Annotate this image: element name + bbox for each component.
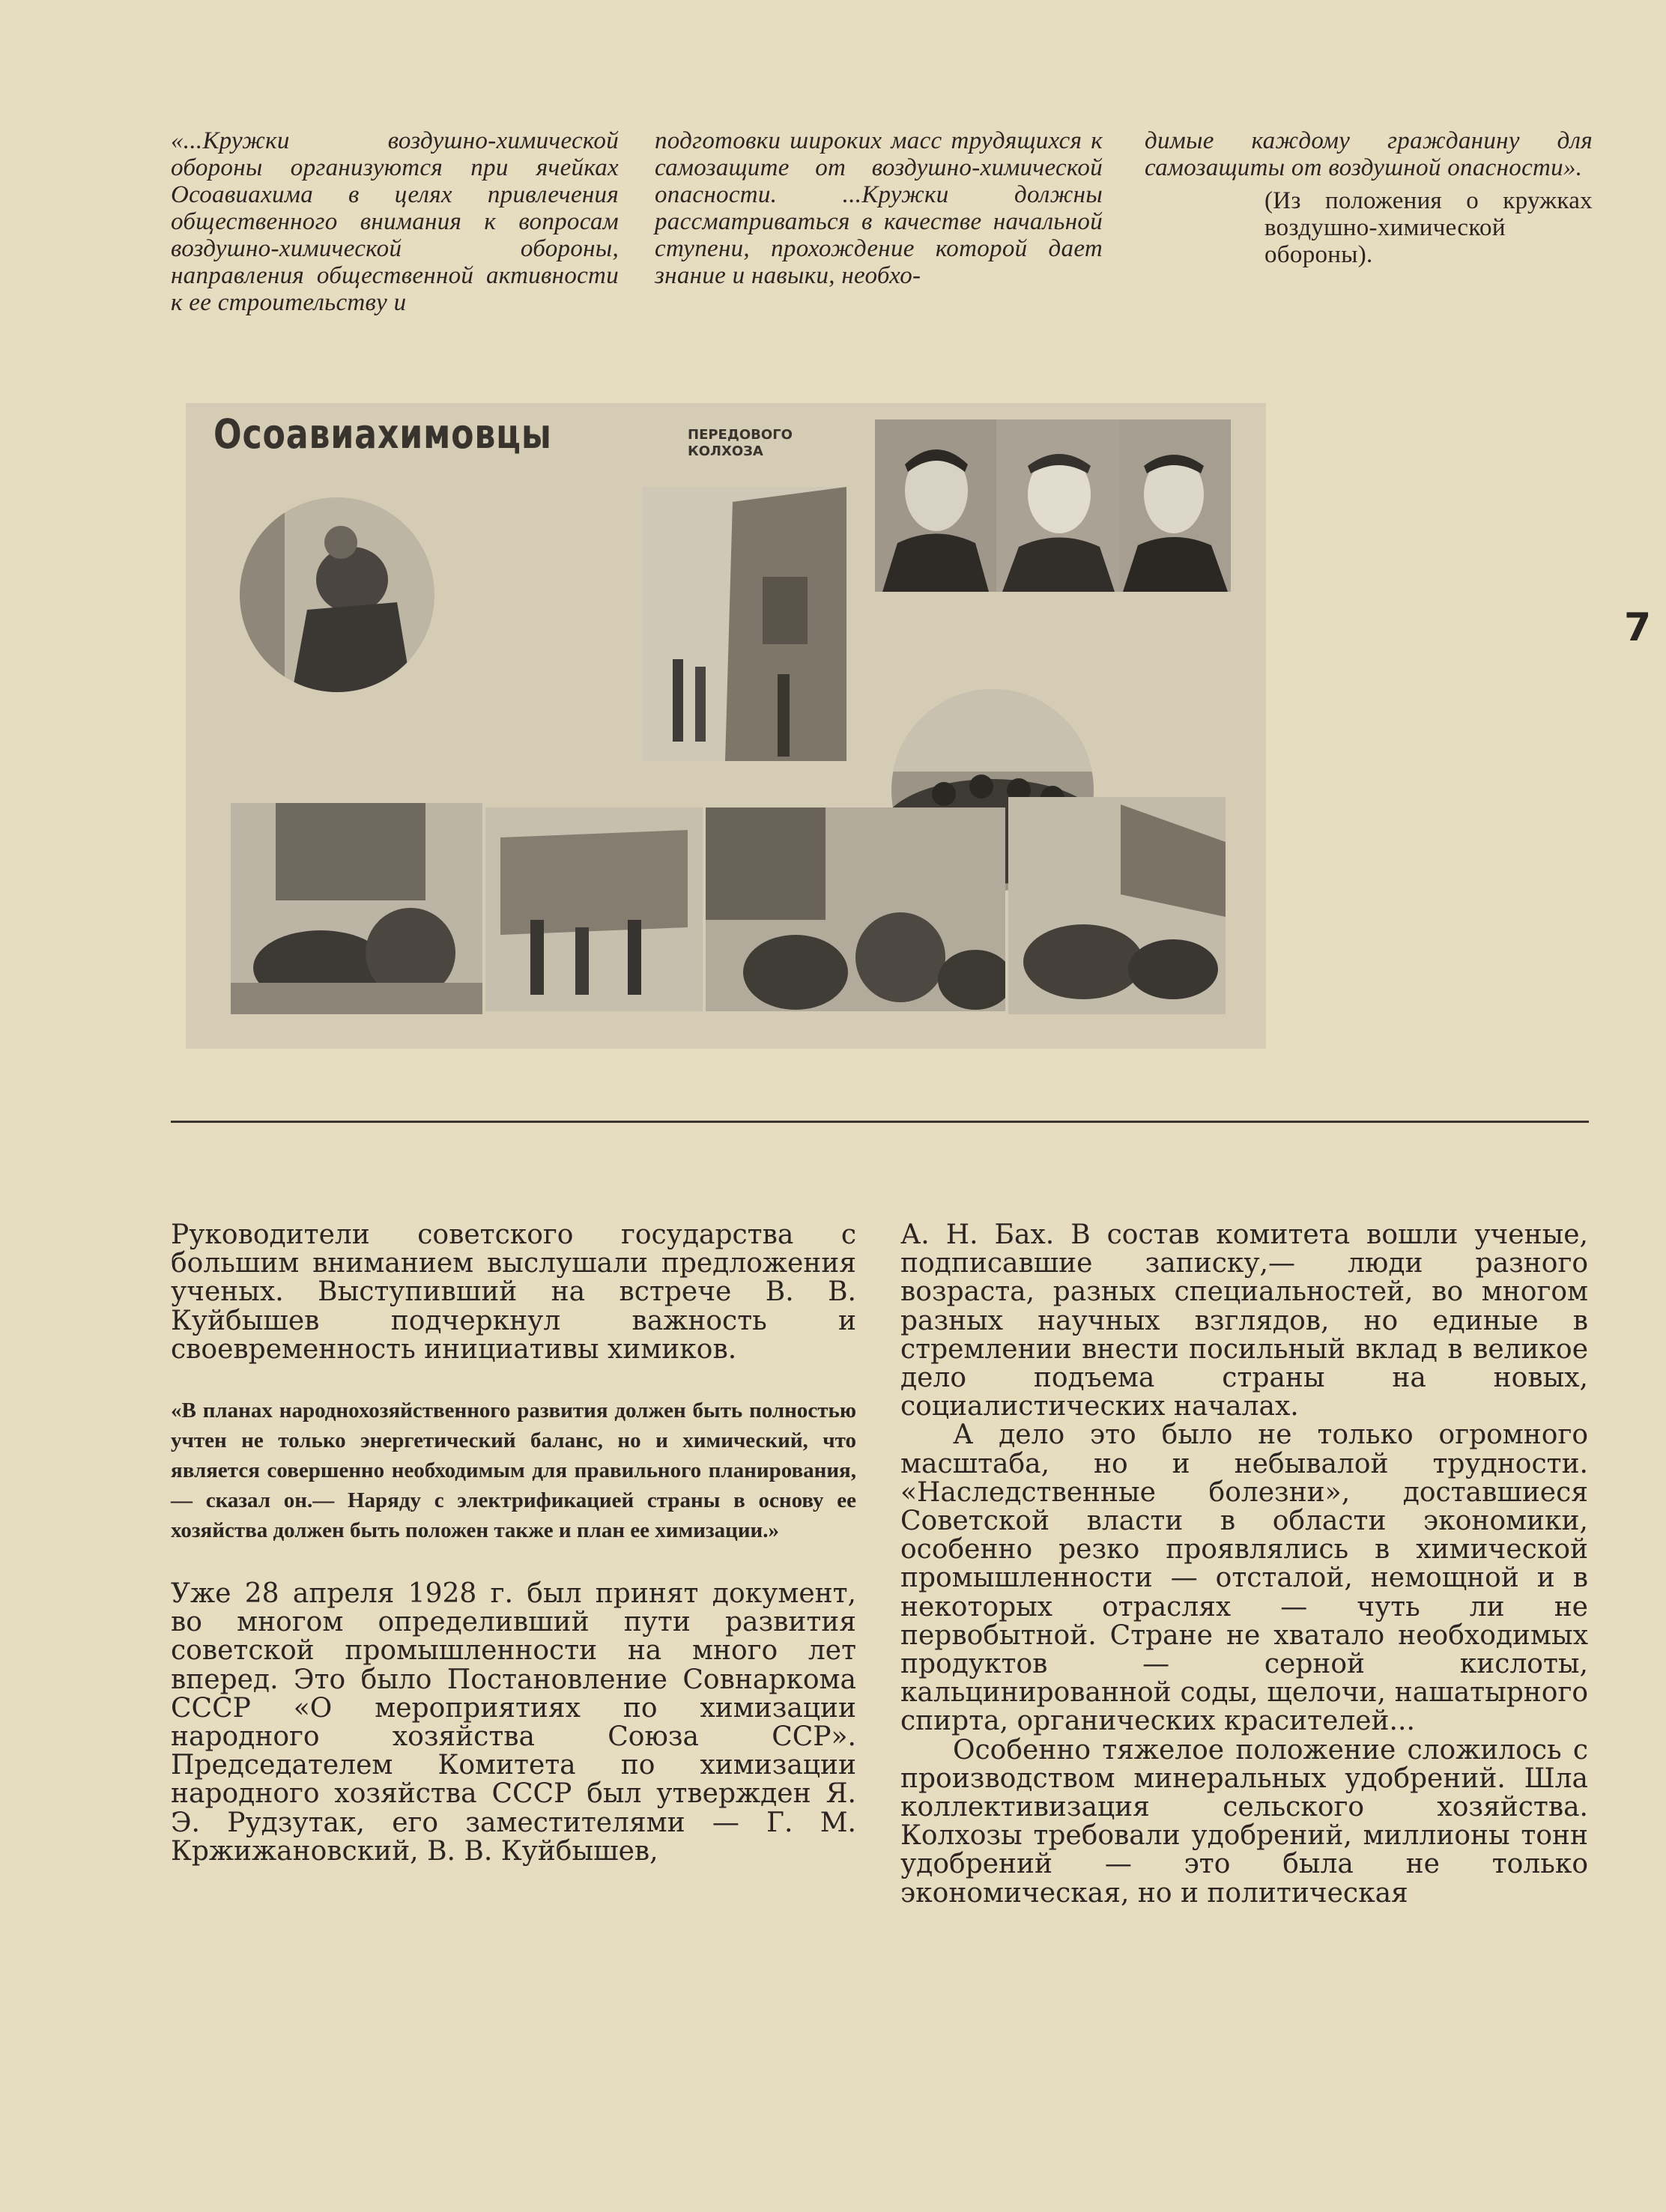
top-quote-text-3: димые каждому гражданину для самозащиты от воздушной опасности». xyxy=(1145,127,1593,181)
paragraph-1: Руководители советского государства с большим вниманием выслушали предложения ученых. Выступивший на встрече В. В. Куйбышев подчеркнул важность и своевременность инициативы химиков. xyxy=(171,1219,856,1365)
photo-bottom-2 xyxy=(485,807,703,1011)
photo-board-subtitle: ПЕРЕДОВОГО КОЛХОЗА xyxy=(688,427,793,459)
top-quote-text-1: «...Кружки воздушно-химической обороны организуются при ячейках Осоавиахима в целях привлечения общественного внимания к вопросам воздушно-химической обороны, направления общественной активности к ее строительству и xyxy=(171,127,619,316)
page-number: 7 xyxy=(1624,605,1652,650)
photo-house-soldiers xyxy=(643,487,846,761)
portrait-1 xyxy=(875,419,996,592)
photo-bottom-1 xyxy=(231,803,482,1014)
photo-bottom-3 xyxy=(706,807,1005,1011)
paragraph-3: А. Н. Бах. В состав комитета вошли ученые, подписавшие записку,— люди разного возраста, разных специальностей, во многом разных научных взглядов, но единые в стремлении внести посильный вклад в великое дело подъема страны на новых, социалистических началах. xyxy=(900,1219,1588,1422)
portrait-2 xyxy=(996,419,1120,592)
top-quote-column-3 xyxy=(1145,127,1593,268)
photo-board-title: Осоавиахимовцы xyxy=(213,410,552,458)
paragraph-2: Уже 28 апреля 1928 г. был принят документ, во многом определивший пути развития советской промышленности на много лет вперед. Это было Постановление Совнаркома СССР «О мероприятиях по химизации народного хозяйства Союза ССР». Председателем Комитета по химизации народного хозяйства СССР был утвержден Я. Э. Рудзутак, его заместителями — Г. М. Кржижановский, В. В. Куйбышев, xyxy=(171,1578,856,1867)
photo-bottom-4 xyxy=(1008,797,1226,1014)
section-divider xyxy=(171,1121,1589,1123)
body-column-2 xyxy=(900,1221,1588,1908)
portrait-3 xyxy=(1120,419,1231,592)
top-quote-column-1 xyxy=(171,127,619,316)
body-column-1 xyxy=(171,1221,856,1866)
quote-source: (Из положения о кружках воздушно-химической обороны). xyxy=(1264,187,1593,268)
paragraph-4: А дело это было не только огромного масштаба, но и небывалой трудности. «Наследственные болезни», доставшиеся Советской власти в области экономики, особенно резко проявлялись в химической промышленности — отсталой, немощной и в некоторых отраслях — чуть ли не первобытной. Стране не хватало необходимых продуктов — серной кислоты, кальцинированной соды, щелочи, нашатырного спирта, органических красителей... xyxy=(900,1419,1588,1737)
kuibyshev-quote: «В планах народнохозяйственного развития должен быть полностью учтен не только энергетический баланс, но и химический, что является совершенно необходимым для правильного планирования,— сказал он.— Наряду с электрификацией страны в основу ее хозяйства должен быть положен также и план ее химизации.» xyxy=(171,1399,856,1543)
paragraph-5: Особенно тяжелое положение сложилось с производством минеральных удобрений. Шла коллективизация сельского хозяйства. Колхозы требовали удобрений, миллионы тонн удобрений — это была не только экономическая, но и политическая xyxy=(900,1734,1588,1909)
top-quote-column-2 xyxy=(655,127,1103,289)
photo-worker-circle xyxy=(240,497,434,692)
top-quote-text-2: подготовки широких масс трудящихся к самозащите от воздушно-химической опасности. ...Кружки должны рассматриваться в качестве начальной ступени, прохождение которой дает знание и навыки, необхо- xyxy=(655,127,1103,289)
